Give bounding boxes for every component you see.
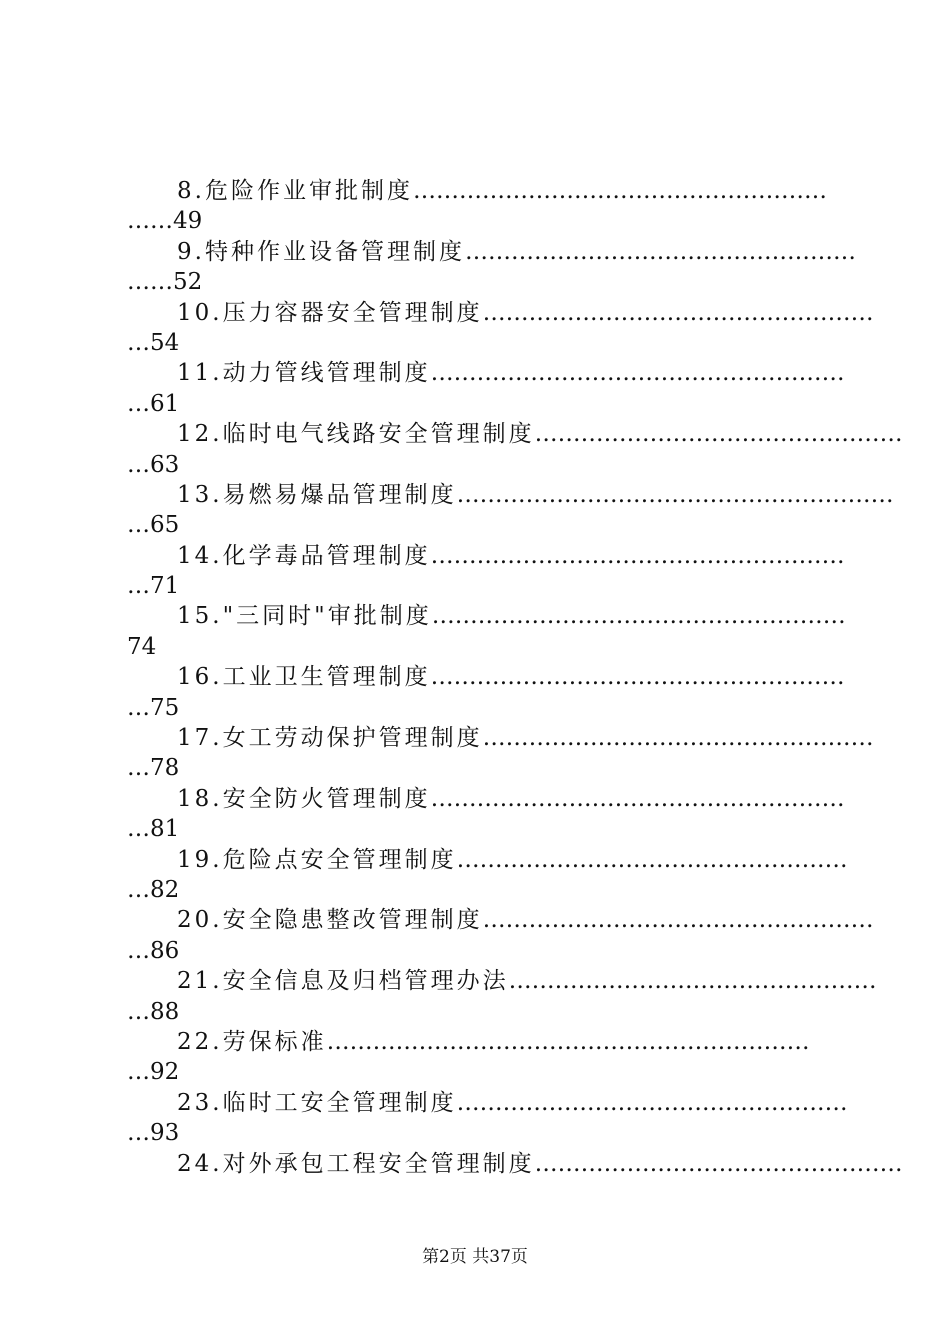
toc-leader-dots: ……………………………………………… — [430, 664, 845, 691]
toc-leader-dots: ………………………………………………… — [456, 481, 894, 508]
toc-entry-label: 18.安全防火管理制度 — [177, 785, 431, 812]
toc-entry-label: 17.女工劳动保护管理制度 — [177, 725, 483, 752]
toc-entry-title — [127, 905, 874, 935]
toc-entry-label: 14.化学毒品管理制度 — [177, 542, 431, 569]
toc-entry-label: 23.临时工安全管理制度 — [177, 1089, 457, 1116]
toc-entry-title — [127, 723, 874, 753]
toc-leader-dots: ……………………………………………………… — [326, 1028, 810, 1055]
toc-entry-page: …71 — [127, 573, 180, 600]
toc-leader-dots: ………………………………………… — [534, 421, 903, 448]
toc-leader-dots: …………………………………………… — [482, 299, 874, 326]
toc-entry-title — [127, 358, 845, 388]
toc-entry-title — [127, 480, 894, 510]
toc-entry-page: …78 — [127, 755, 180, 782]
table-of-contents — [127, 176, 903, 1179]
toc-entry-page: ……49 — [127, 208, 203, 235]
toc-entry-page: 74 — [127, 633, 157, 660]
toc-entry-page: …65 — [127, 512, 180, 539]
toc-entry-label: 22.劳保标准 — [177, 1028, 327, 1055]
toc-leader-dots: ……………………………………………… — [430, 360, 845, 387]
toc-leader-dots: ………………………………………… — [534, 1150, 903, 1177]
toc-entry-page: …88 — [127, 998, 180, 1025]
toc-leader-dots: …………………………………………… — [482, 907, 874, 934]
toc-entry-title — [127, 1027, 830, 1057]
toc-leader-dots: ……………………………………………… — [412, 178, 827, 204]
toc-entry-title — [127, 1088, 848, 1118]
toc-entry-label: 11.动力管线管理制度 — [177, 360, 431, 387]
toc-entry-page: …63 — [127, 451, 180, 478]
toc-entry-label: 24.对外承包工程安全管理制度 — [177, 1150, 535, 1177]
toc-entry-page: …93 — [127, 1120, 180, 1147]
toc-entry-label: 10.压力容器安全管理制度 — [177, 299, 483, 326]
toc-entry-page: …86 — [127, 937, 180, 964]
toc-entry-label: 13.易燃易爆品管理制度 — [177, 481, 457, 508]
toc-entry-page: …81 — [127, 816, 180, 843]
toc-entry-page: …92 — [127, 1059, 180, 1086]
toc-leader-dots: ……………………………………………… — [431, 603, 846, 630]
toc-leader-dots: ……………………………………………… — [430, 785, 845, 812]
toc-entry-title — [127, 419, 903, 449]
toc-entry-page: ……52 — [127, 269, 203, 296]
toc-entry-label: 8.危险作业审批制度 — [177, 178, 413, 204]
toc-entry-page: …75 — [127, 694, 180, 721]
page-footer: 第2页 共37页 — [422, 1247, 528, 1267]
toc-entry-title — [127, 176, 830, 206]
toc-entry-label: 15."三同时"审批制度 — [177, 603, 432, 630]
toc-leader-dots: …………………………………………… — [456, 846, 848, 873]
toc-entry-title — [127, 662, 845, 692]
toc-entry-page: …82 — [127, 876, 180, 903]
toc-entry-label: 12.临时电气线路安全管理制度 — [177, 421, 535, 448]
toc-entry-page: …54 — [127, 329, 180, 356]
toc-entry-title — [127, 237, 856, 267]
toc-entry-title — [127, 601, 846, 631]
toc-entry-label: 21.安全信息及归档管理办法 — [177, 968, 509, 995]
toc-entry-label: 9.特种作业设备管理制度 — [177, 238, 465, 265]
toc-entry-label: 20.安全隐患整改管理制度 — [177, 907, 483, 934]
toc-leader-dots: …………………………………………… — [456, 1089, 848, 1116]
toc-leader-dots: …………………………………………… — [464, 238, 856, 265]
toc-entry-label: 19.危险点安全管理制度 — [177, 846, 457, 873]
toc-entry-page: …61 — [127, 390, 180, 417]
toc-entry-title — [127, 966, 877, 996]
toc-leader-dots: ………………………………………… — [508, 968, 877, 995]
toc-leader-dots: …………………………………………… — [482, 725, 874, 752]
toc-entry-title — [127, 845, 848, 875]
toc-entry-title — [127, 784, 845, 814]
toc-entry-title — [127, 1149, 903, 1179]
toc-leader-dots: ……………………………………………… — [430, 542, 845, 569]
toc-entry-label: 16.工业卫生管理制度 — [177, 664, 431, 691]
toc-entry-title — [127, 298, 874, 328]
toc-entry-title — [127, 541, 845, 571]
